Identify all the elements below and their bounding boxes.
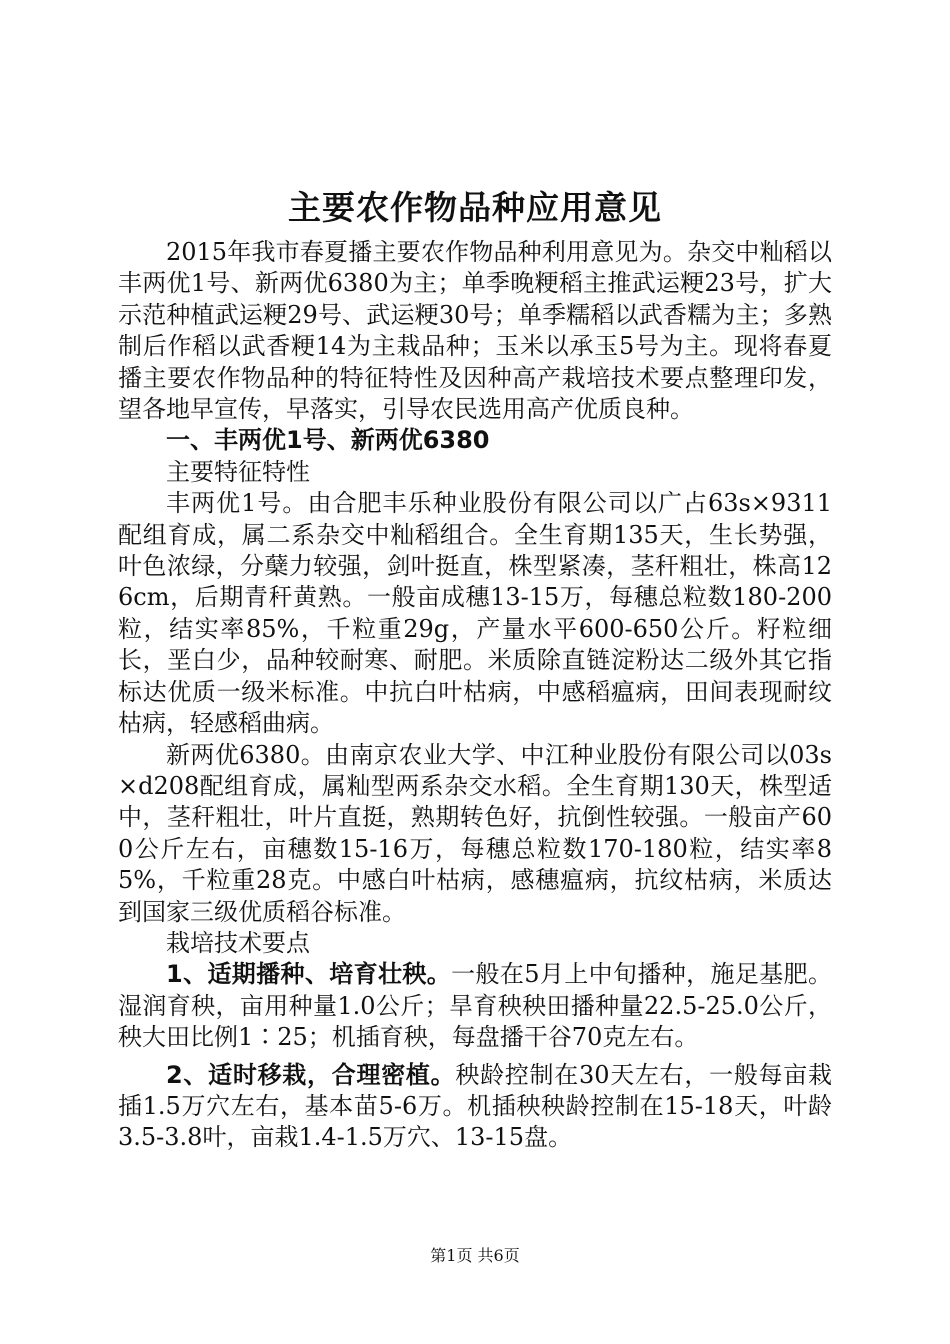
document-body <box>118 237 832 1154</box>
intro-paragraph: 2015年我市春夏播主要农作物品种利用意见为。杂交中籼稻以丰两优1号、新两优6380为主；单季晚粳稻主推武运粳23号，扩大示范种植武运粳29号、武运粳30号；单季糯稻以武香糯为主；多熟制后作稻以武香粳14为主栽品种；玉米以承玉5号为主。现将春夏播主要农作物品种的特征特性及因种高产栽培技术要点整理印发，望各地早宣传，早落实，引导农民选用高产优质良种。 <box>118 238 832 424</box>
point-2-paragraph <box>118 1060 832 1154</box>
xinliangyou-paragraph: 新两优6380。由南京农业大学、中江种业股份有限公司以03s×d208配组育成，属籼型两系杂交水稻。全生育期130天，株型适中，茎秆粗壮，叶片直挺，熟期转色好，抗倒性较强。一般亩产600公斤左右，亩穗数15-16万，每穗总粒数170-180粒，结实率85%，千粒重28克。中感白叶枯病，感穗瘟病，抗纹枯病，米质达到国家三级优质稻谷标准。 <box>118 740 832 926</box>
cultivation-subheading: 栽培技术要点 <box>166 928 310 957</box>
page-footer: 第1页 共6页 <box>430 1246 520 1265</box>
point-1-lead: 1、适期播种、培育壮秧。 <box>166 960 452 989</box>
point-1-paragraph <box>118 959 832 1053</box>
document-title: 主要农作物品种应用意见 <box>288 188 662 227</box>
point-2-lead: 2、适时移栽，合理密植。 <box>166 1060 456 1089</box>
section-heading: 一、丰两优1号、新两优6380 <box>166 426 490 455</box>
point-1-text: 一般在5月上中旬播种，施足基肥。湿润育秧，亩用种量1.0公斤；旱育秧秧田播种量22.5-25.0公斤，秧大田比例1∶25；机插育秧，每盘播干谷70克左右。 <box>118 960 832 1052</box>
point-2-text: 秧龄控制在30天左右，一般每亩栽插1.5万穴左右，基本苗5-6万。机插秧秧龄控制在15-18天，叶龄3.5-3.8叶，亩栽1.4-1.5万穴、13-15盘。 <box>118 1060 832 1152</box>
features-subheading: 主要特征特性 <box>166 457 310 486</box>
fengliangyou-paragraph: 丰两优1号。由合肥丰乐种业股份有限公司以广占63s×9311配组育成，属二系杂交中籼稻组合。全生育期135天，生长势强，叶色浓绿，分蘖力较强，剑叶挺直，株型紧凑，茎秆粗壮，株高126cm，后期青秆黄熟。一般亩成穗13-15万，每穗总粒数180-200粒，结实率85%，千粒重29g，产量水平600-650公斤。籽粒细长，垩白少，品种较耐寒、耐肥。米质除直链淀粉达二级外其它指标达优质一级米标准。中抗白叶枯病，中感稻瘟病，田间表现耐纹枯病，轻感稻曲病。 <box>118 489 832 738</box>
